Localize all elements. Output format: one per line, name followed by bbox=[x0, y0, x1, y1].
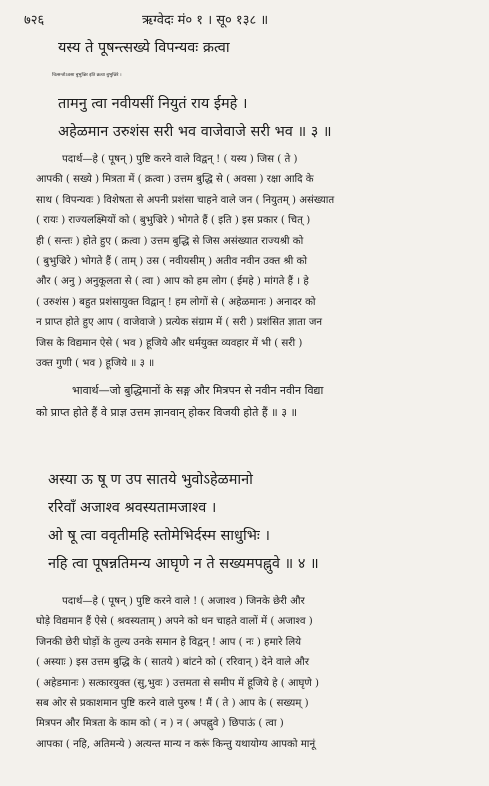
mantra-line: अहेळमान उरुशंस सरी भव वाजेवाजे सरी भव ॥ ३ ॥ bbox=[58, 124, 332, 140]
mantra-line: अस्या ऊ षू ण उप सातये भुवोऽहेळमानो bbox=[48, 472, 253, 488]
padartha-line: पदार्थ—हे ( पूषन् ) पुष्टि करने वाले ! ( अजाश्व ) जिनके छेरी और bbox=[62, 596, 305, 607]
padartha-line: आपकी ( सख्ये ) मित्रता में ( क्रत्वा ) उत्तम बुद्धि से ( अवसा ) रक्षा आदि के bbox=[36, 174, 314, 186]
bhavartha-3 bbox=[36, 380, 466, 424]
padartha-line: जिस के विद्यमान ऐसे ( भव ) हूजिये और धर्मयुक्त व्यवहार में भी ( सरी ) bbox=[36, 337, 303, 349]
running-title: ऋग्वेदः मं० १ । सू० १३८ ॥ bbox=[142, 13, 269, 28]
padartha-line: साथ ( विपन्यवः ) विशेषता से अपनी प्रशंसा चाहने वाले जन ( नियुतम् ) असंख्यात bbox=[36, 194, 335, 206]
page-header bbox=[24, 8, 469, 30]
padartha-3 bbox=[36, 150, 466, 374]
mantra-line: तामनु त्वा नवीयसीं नियुतं राय ईमहे । bbox=[58, 96, 248, 112]
padartha-line: ( बुभुज्रिरे ) भोगते हैं ( ताम् ) उस ( नवीयसीम् ) अतीव नवीन उक्त श्री को bbox=[36, 256, 307, 268]
mantra-line: ररिवाँ अजाश्व श्रवस्यतामजाश्व । bbox=[48, 500, 217, 516]
mantra-line: चित्सन्तोऽवसा बुभुज्रिर इति क्रत्वा बुभुज्रिरे । bbox=[52, 73, 122, 78]
padartha-line: घोड़े विद्यमान हैं ऐसे ( श्रवस्यताम् ) अपने को धन चाहते वालों में ( अजाश्व ) bbox=[36, 616, 313, 628]
mantra-3 bbox=[52, 34, 478, 146]
padartha-line: ( रायः ) राज्यलक्ष्मियों को ( बुभुज्रिरे ) भोगते हैं ( इति ) इस प्रकार ( चित् ) bbox=[36, 215, 311, 227]
padartha-line: उक्त गुणी ( भव ) हूजिये ॥ ३ ॥ bbox=[36, 358, 155, 370]
padartha-line: ( अहेडमानः ) सत्कारयुक्त (सु,भुवः ) उत्तमता से समीप में हूजिये हे ( आघृणे ) bbox=[36, 677, 319, 689]
padartha-line: मित्रपन और मित्रता के काम को ( न ) न ( अपह्नुवे ) छिपाऊं ( त्वा ) bbox=[36, 718, 284, 730]
padartha-line: जिनकी छेरी घोड़ों के तुल्य उनके समान हे विद्वन् ! आप ( नः ) हमारे लिये bbox=[36, 636, 302, 648]
mantra-4 bbox=[48, 466, 468, 578]
bhavartha-line: को प्राप्त होते हैं वे प्राज्ञ उत्तम ज्ञानवान् होकर विजयी होते हैं ॥ ३ ॥ bbox=[36, 406, 298, 419]
mantra-line: नहि त्वा पूषन्नतिमन्य आघृणे न ते सख्यमपह्नुवे ॥ ४ ॥ bbox=[48, 556, 319, 572]
padartha-line: सब ओर से प्रकाशमान पुष्टि करने वाले पुरुष ! मैं ( ते ) आप के ( सख्यम् ) bbox=[36, 698, 309, 710]
padartha-line: और ( अनु ) अनुकूलता से ( त्वा ) आप को हम लोग ( ईमहे ) मांगते हैं । हे bbox=[36, 276, 309, 288]
page-number: ७२६ bbox=[24, 13, 45, 28]
padartha-line: ( अस्याः ) इस उत्तम बुद्धि के ( सातये ) बांटने को ( ररिवान् ) देने वाले और bbox=[36, 657, 310, 669]
padartha-4 bbox=[36, 592, 466, 755]
mantra-line: ओ षू त्वा ववृतीमहि स्तोमेभिर्दस्म साधुभिः । bbox=[48, 528, 270, 544]
bhavartha-line: भावार्थ—जो बुद्धिमानों के सङ्ग और मित्रपन से नवीन नवीन विद्या bbox=[72, 384, 324, 397]
mantra-line: यस्य ते पूषन्त्सख्ये विपन्यवः क्रत्वा bbox=[58, 40, 230, 56]
padartha-line: आपका ( नहि, अतिमन्ये ) अत्यन्त मान्य न करूं किन्तु यथायोग्य आपको मानूं bbox=[36, 738, 316, 750]
padartha-line: ( उरुशंस ) बहुत प्रशंसायुक्त विद्वान् ! हम लोगों से ( अहेळमानः ) अनादर को bbox=[36, 296, 316, 308]
padartha-line: ही ( सन्तः ) होते हुए ( क्रत्वा ) उत्तम बुद्धि से जिस असंख्यात राज्यश्री को bbox=[36, 235, 304, 247]
padartha-line: न प्राप्त होते हुए आप ( वाजेवाजे ) प्रत्येक संग्राम में ( सरी ) प्रशंसित ज्ञाता जन bbox=[36, 317, 323, 329]
padartha-line: पदार्थ—हे ( पूषन् ) पुष्टि करने वाले विद्वन् ! ( यस्य ) जिस ( ते ) bbox=[62, 154, 298, 165]
